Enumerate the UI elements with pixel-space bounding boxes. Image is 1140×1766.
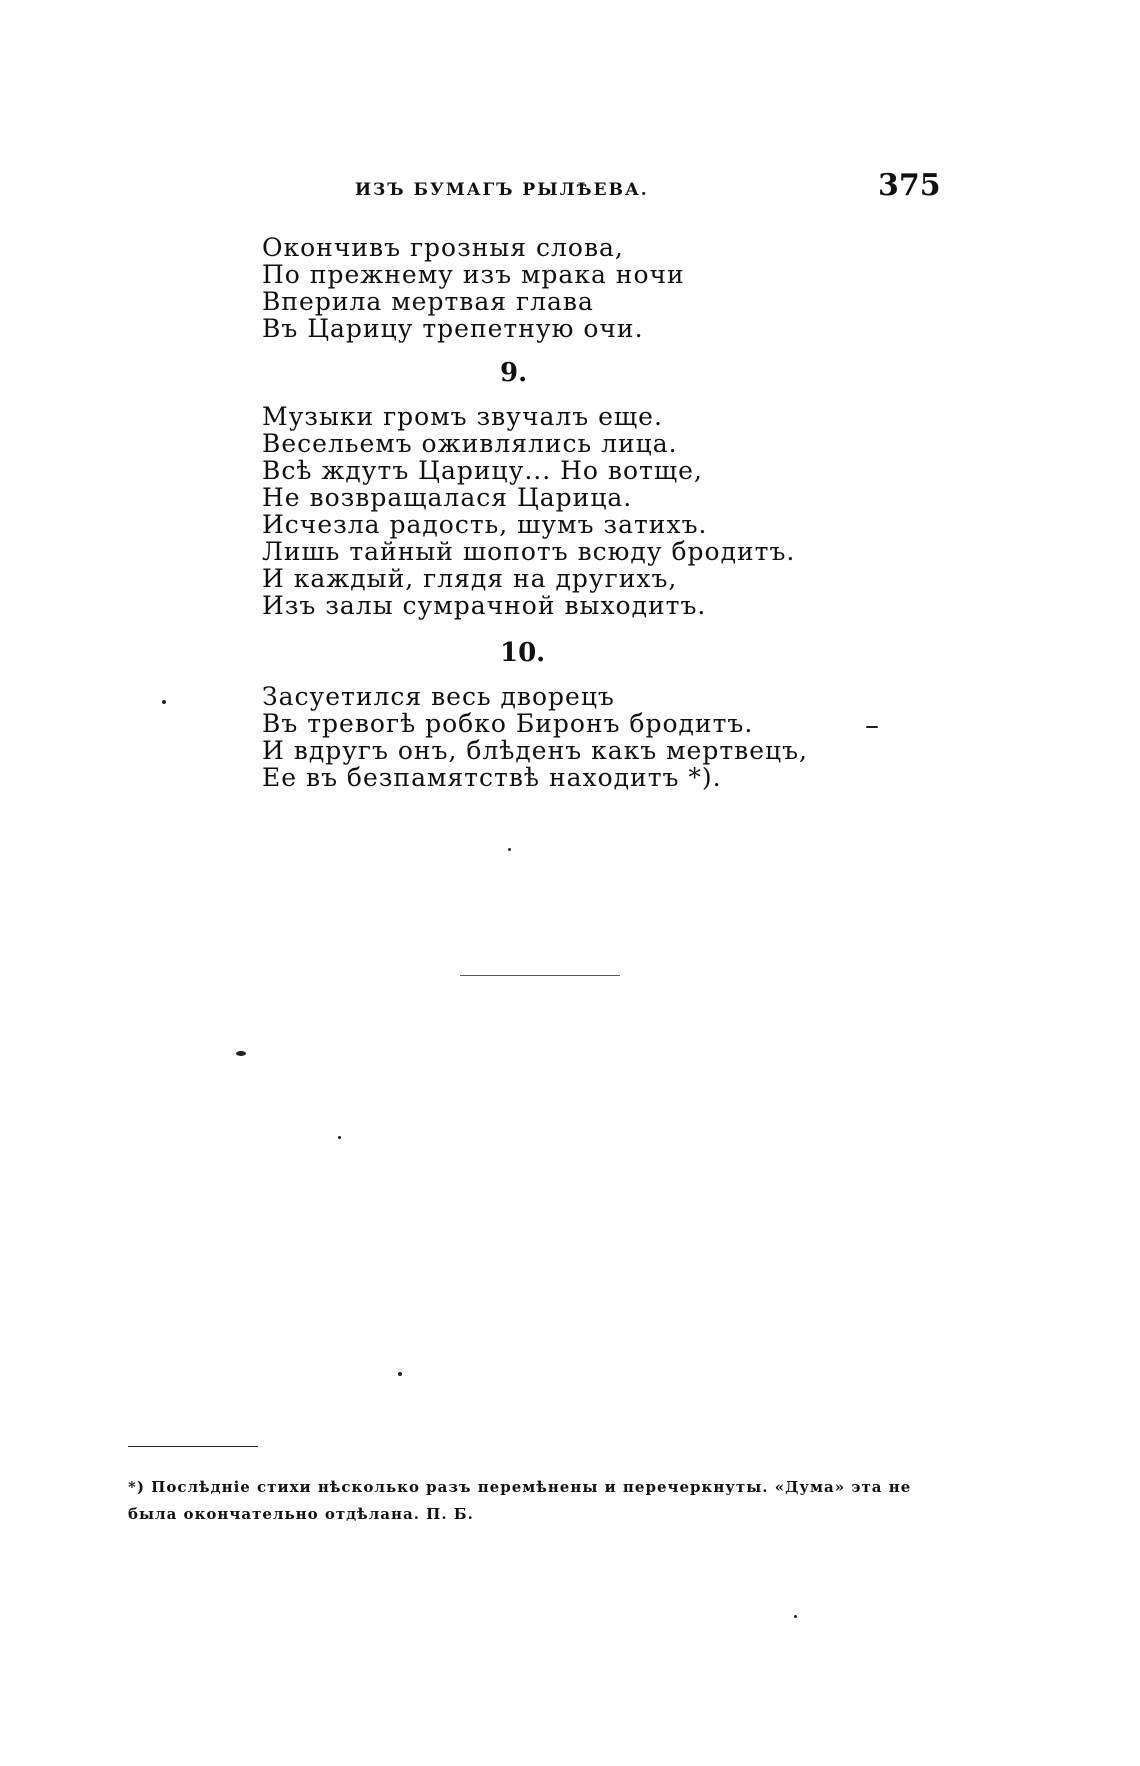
verse-line: Въ Царицу трепетную очи. xyxy=(262,314,644,343)
scan-speck xyxy=(794,1615,797,1618)
footnote-rule xyxy=(128,1446,258,1447)
footnote: *) Послѣдніе стихи нѣсколько разъ перемѣнены и перечеркнуты. «Дума» эта не была окончательно отдѣлана. П. Б. xyxy=(128,1478,912,1523)
verse-line: Въ тревогѣ робко Биронъ бродитъ. xyxy=(262,709,754,738)
verse-line: Музыки громъ звучалъ еще. xyxy=(262,402,663,431)
verse-line: Лишь тайный шопотъ всюду бродитъ. xyxy=(262,537,796,566)
scan-speck xyxy=(866,726,878,728)
stanza-number-9: 9. xyxy=(500,358,528,388)
verse-line: Вперила мертвая глава xyxy=(262,287,594,316)
stanza-number-10: 10. xyxy=(500,638,546,668)
section-divider xyxy=(460,975,620,976)
scan-speck xyxy=(398,1372,402,1376)
stanza-9 xyxy=(262,403,795,619)
stanza-1 xyxy=(262,234,685,342)
verse-line: По прежнему изъ мрака ночи xyxy=(262,260,685,289)
stanza-10 xyxy=(262,683,808,791)
verse-line: И каждый, глядя на другихъ, xyxy=(262,564,678,593)
verse-line: Всѣ ждутъ Царицу... Но вотще, xyxy=(262,456,703,485)
verse-line: Изъ залы сумрачной выходитъ. xyxy=(262,591,707,620)
verse-line: Весельемъ оживлялись лица. xyxy=(262,429,678,458)
scan-speck xyxy=(236,1051,246,1056)
verse-line: Исчезла радость, шумъ затихъ. xyxy=(262,510,708,539)
verse-line: Засуетился весь дворецъ xyxy=(262,682,615,711)
verse-line: И вдругъ онъ, блѣденъ какъ мертвецъ, xyxy=(262,736,808,765)
scan-speck xyxy=(508,848,511,851)
scan-speck xyxy=(162,700,166,704)
page-number: 375 xyxy=(878,168,941,203)
scan-speck xyxy=(338,1136,341,1139)
verse-line: Ее въ безпамятствѣ находитъ *). xyxy=(262,763,722,792)
verse-line: Окончивъ грозныя слова, xyxy=(262,233,624,262)
running-title: ИЗЪ БУМАГЪ РЫЛѢЕВА. xyxy=(355,180,649,200)
verse-line: Не возвращалася Царица. xyxy=(262,483,633,512)
